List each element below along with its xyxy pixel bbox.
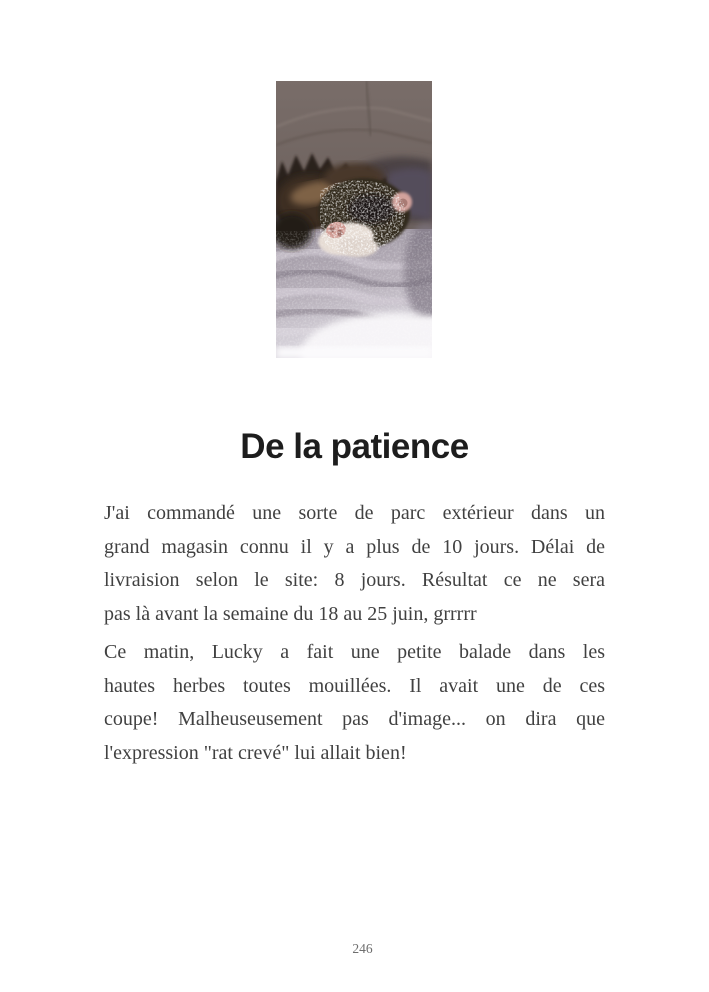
text-line: hautes herbes toutes mouillées. Il avait une de ces xyxy=(104,674,605,697)
text-line: J'ai commandé une sorte de parc extérieur dans un xyxy=(104,502,605,524)
ferret-photo xyxy=(276,81,432,358)
text-line: l'expression "rat crevé" lui allait bien! xyxy=(104,741,407,764)
paragraph-1 xyxy=(104,497,605,631)
text-line: Ce matin, Lucky a fait une petite balade dans les xyxy=(104,641,605,663)
paragraph-2 xyxy=(104,636,605,770)
ferret-photo-illustration xyxy=(276,81,432,358)
article-title: De la patience xyxy=(240,427,469,466)
page-number: 246 xyxy=(352,941,373,956)
article-body xyxy=(104,497,605,770)
text-line: livraision selon le site: 8 jours. Résultat ce ne sera xyxy=(104,569,605,591)
text-line: grand magasin connu il y a plus de 10 jours. Délai de xyxy=(104,535,605,558)
text-line: pas là avant la semaine du 18 au 25 juin, grrrrr xyxy=(104,602,477,625)
text-line: coupe! Malheuseusement pas d'image... on dira que xyxy=(104,708,605,730)
